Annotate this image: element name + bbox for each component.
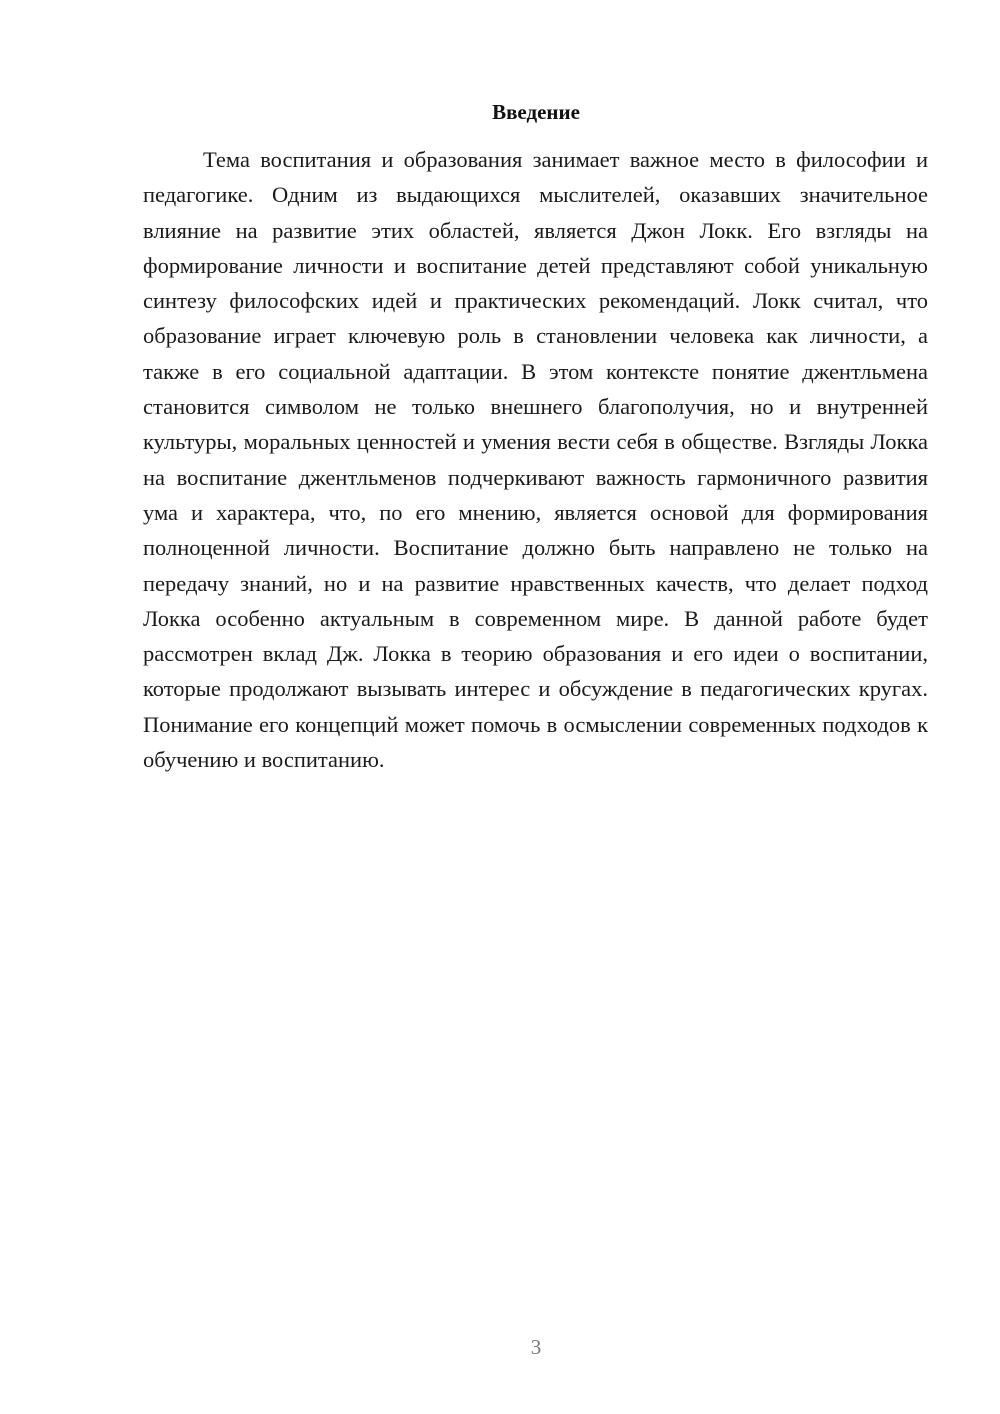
page-number: 3	[530, 1335, 542, 1359]
body-paragraph: Тема воспитания и образования занимает важное место в философии и педагогике. Одним из выдающихся мыслителей, оказавших значительное влияние на развитие этих областей, является Джон Локк. Его взгляды на формирование личности и воспитание детей представляют собой уникальную синтезу философских идей и практических рекомендаций. Локк считал, что образование играет ключевую роль в становлении человека как личности, а также в его социальной адаптации. В этом контексте понятие джентльмена становится символом не только внешнего благополучия, но и внутренней культуры, моральных ценностей и умения вести себя в обществе. Взгляды Локка на воспитание джентльменов подчеркивают важность гармоничного развития ума и характера, что, по его мнению, является основой для формирования полноценной личности. Воспитание должно быть направлено не только на передачу знаний, но и на развитие нравственных качеств, что делает подход Локка особенно актуальным в современном мире. В данной работе будет рассмотрен вклад Дж. Локка в теорию образования и его идеи о воспитании, которые продолжают вызывать интерес и обсуждение в педагогических кругах. Понимание его концепций может помочь в осмыслении современных подходов к обучению и воспитанию.	[143, 147, 928, 773]
section-heading: Введение	[492, 100, 580, 124]
